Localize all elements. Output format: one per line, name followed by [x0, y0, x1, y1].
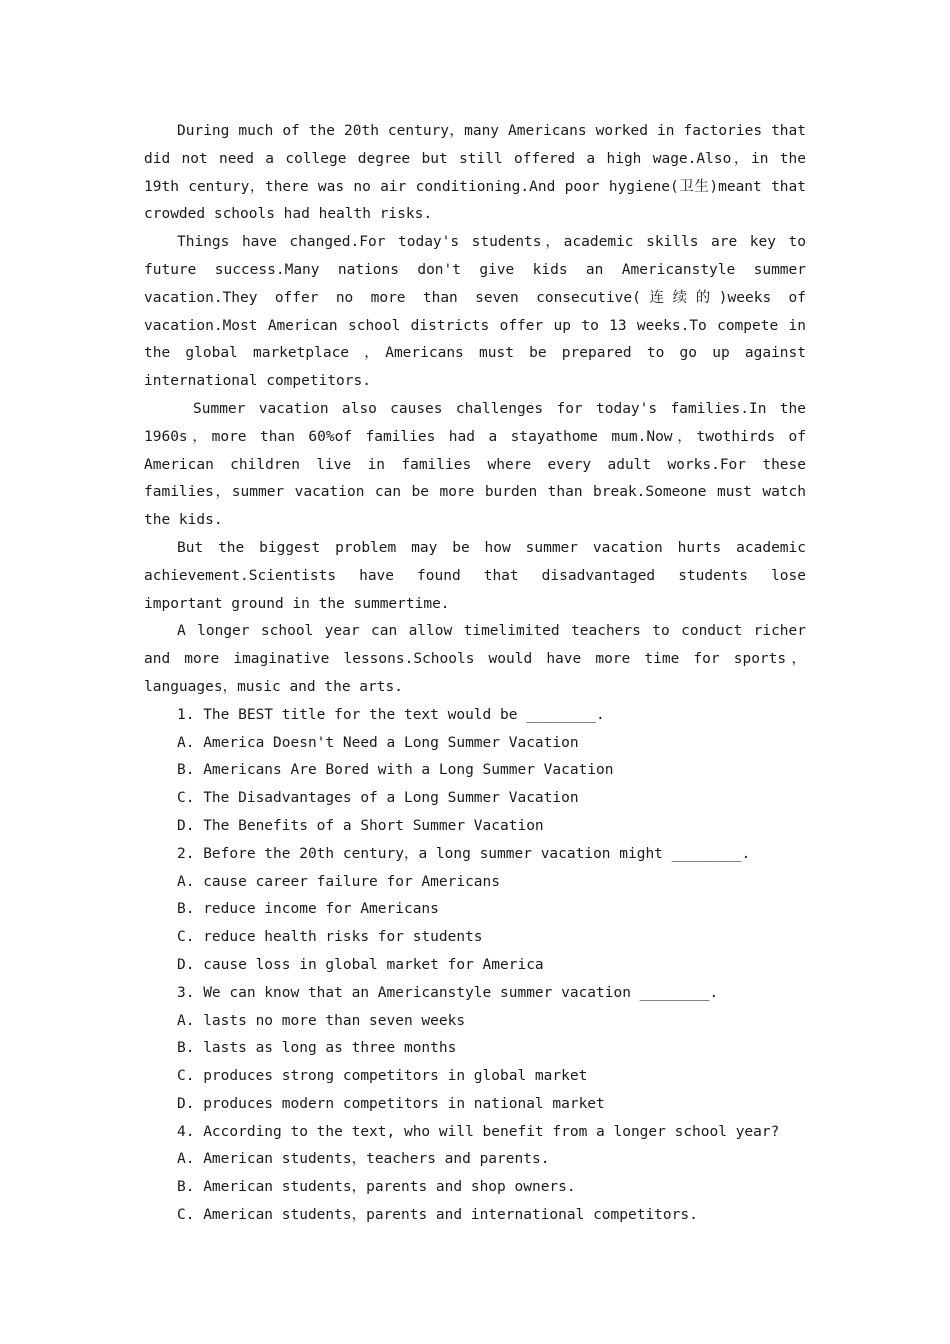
option-b: B. reduce income for Americans [177, 901, 439, 918]
question-4 [144, 1119, 806, 1230]
option-b: B. Americans Are Bored with a Long Summer Vacation [177, 762, 614, 779]
question-stem: 3. We can know that an Americanstyle summer vacation ________. [177, 984, 719, 1001]
option-d: D. cause loss in global market for America [177, 956, 544, 973]
question-stem: 4. According to the text, who will benefit from a longer school year? [177, 1123, 780, 1140]
passage-paragraph-1: During much of the 20th century，many Americans worked in factories that did not need a college degree but still offered a high wage.Also，in the 19th century，there was no air conditioning.And poor hygiene(卫生)meant that crowded schools had health risks. [144, 123, 806, 223]
passage-paragraph-5: A longer school year can allow timelimited teachers to conduct richer and more imaginative lessons.Schools would have more time for sports，languages，music and the arts. [144, 623, 806, 695]
option-c: C. The Disadvantages of a Long Summer Vacation [177, 790, 579, 807]
option-a: A. America Doesn't Need a Long Summer Vacation [177, 734, 579, 751]
option-d: D. produces modern competitors in national market [177, 1095, 605, 1112]
passage-paragraph-3: Summer vacation also causes challenges for today's families.In the 1960s，more than 60%of families had a stayathome mum.Now，twothirds of American children live in families where every adult works.For these families，summer vacation can be more burden than break.Someone must watch the kids. [144, 400, 806, 529]
reading-passage [144, 118, 806, 702]
passage-paragraph-4: But the biggest problem may be how summer vacation hurts academic achievement.Scientists have found that disadvantaged students lose important ground in the summertime. [144, 539, 806, 612]
document-page [144, 118, 806, 1230]
option-a: A. cause career failure for Americans [177, 873, 501, 890]
question-3 [144, 980, 806, 1119]
option-a: A. lasts no more than seven weeks [177, 1012, 466, 1029]
option-c: C. American students，parents and international competitors. [177, 1207, 698, 1224]
option-b: B. lasts as long as three months [177, 1040, 457, 1057]
passage-paragraph-2: Things have changed.For today's students，academic skills are key to future success.Many nations don't give kids an Americanstyle summer vacation.They offer no more than seven consecutive(连续的)weeks of vacation.Most American school districts offer up to 13 weeks.To compete in the global marketplace ，Americans must be prepared to go up against international competitors. [144, 234, 806, 390]
question-list [144, 702, 806, 1230]
question-stem: 2. Before the 20th century，a long summer vacation might ________. [177, 845, 751, 862]
option-c: C. reduce health risks for students [177, 929, 483, 946]
question-1 [144, 702, 806, 841]
option-d: D. The Benefits of a Short Summer Vacation [177, 817, 544, 834]
question-2 [144, 841, 806, 980]
option-b: B. American students，parents and shop owners. [177, 1179, 576, 1196]
question-stem: 1. The BEST title for the text would be ________. [177, 706, 605, 723]
option-c: C. produces strong competitors in global market [177, 1068, 588, 1085]
option-a: A. American students，teachers and parents. [177, 1151, 550, 1168]
